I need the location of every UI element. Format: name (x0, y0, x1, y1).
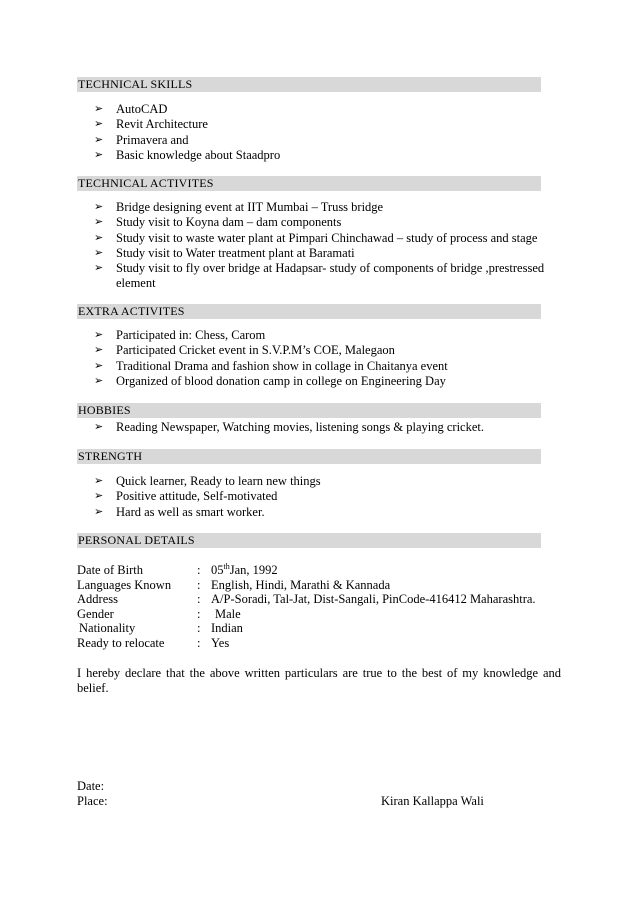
detail-row-gender: Gender : Male (77, 606, 241, 621)
hobbies-list (92, 420, 562, 435)
list-item: ➢ Primavera and (94, 132, 189, 147)
section-header-personal-details: PERSONAL DETAILS (77, 533, 541, 548)
personal-details-table (77, 563, 567, 650)
signature-name: Kiran Kallappa Wali (381, 794, 484, 808)
arrow-bullet-icon: ➢ (94, 148, 104, 161)
arrow-bullet-icon: ➢ (94, 505, 104, 518)
list-item: ➢ Bridge designing event at IIT Mumbai – Truss bridge (94, 200, 384, 214)
technical-activities-list (92, 200, 562, 292)
detail-row-relocate: Ready to relocate : Yes (77, 635, 230, 650)
extra-activities-list (92, 328, 562, 389)
arrow-bullet-icon: ➢ (94, 103, 104, 115)
date-label: Date: (77, 779, 105, 793)
list-item: ➢ Traditional Drama and fashion show in collage in Chaitanya event (94, 358, 448, 373)
dob-value: 05thJan, 1992 (211, 562, 278, 577)
list-item: ➢ Revit Architecture (94, 117, 208, 132)
section-header-technical-activities: TECHNICAL ACTIVITES (77, 176, 541, 191)
arrow-bullet-icon: ➢ (94, 490, 104, 503)
list-item: ➢ AutoCAD (94, 102, 168, 116)
list-item: ➢ Hard as well as smart worker. (94, 504, 265, 519)
arrow-bullet-icon: ➢ (94, 421, 104, 433)
arrow-bullet-icon: ➢ (94, 262, 104, 275)
technical-skills-list (92, 102, 562, 163)
arrow-bullet-icon: ➢ (94, 216, 104, 229)
arrow-bullet-icon: ➢ (94, 246, 104, 259)
arrow-bullet-icon: ➢ (94, 329, 104, 341)
list-item: ➢ Participated Cricket event in S.V.P.M’s COE, Malegaon (94, 343, 395, 358)
section-header-technical-skills: TECHNICAL SKILLS (77, 77, 541, 92)
detail-row-address: Address : A/P-Soradi, Tal-Jat, Dist-Sangali, PinCode-416412 Maharashtra. (77, 592, 536, 606)
arrow-bullet-icon: ➢ (94, 344, 104, 357)
list-item: ➢ Study visit to Water treatment plant at Baramati (94, 245, 355, 260)
arrow-bullet-icon: ➢ (94, 118, 104, 131)
arrow-bullet-icon: ➢ (94, 475, 104, 487)
list-item: ➢ Participated in: Chess, Carom (94, 328, 266, 342)
strength-list (92, 474, 562, 520)
arrow-bullet-icon: ➢ (94, 133, 104, 146)
arrow-bullet-icon: ➢ (94, 374, 104, 387)
section-header-hobbies: HOBBIES (77, 403, 541, 418)
arrow-bullet-icon: ➢ (94, 231, 104, 244)
section-header-extra-activities: EXTRA ACTIVITES (77, 304, 541, 319)
declaration-text: I hereby declare that the above written particulars are true to the best of my knowledge and belief. (77, 666, 561, 695)
list-item: ➢ Organized of blood donation camp in college on Engineering Day (94, 373, 446, 388)
list-item: ➢ Reading Newspaper, Watching movies, listening songs & playing cricket. (94, 420, 484, 434)
detail-row-nationality: Nationality : Indian (79, 621, 243, 635)
section-header-strength: STRENGTH (77, 449, 541, 464)
list-item: ➢ Study visit to fly over bridge at Hadapsar- study of components of bridge ,prestressed element (94, 261, 545, 291)
list-item: ➢ Basic knowledge about Staadpro (94, 147, 281, 162)
detail-row-languages: Languages Known : English, Hindi, Marathi & Kannada (77, 577, 391, 592)
detail-row-dob: Date of Birth : 05thJan, 1992 (77, 562, 278, 577)
arrow-bullet-icon: ➢ (94, 201, 104, 213)
list-item: ➢ Study visit to Koyna dam – dam components (94, 215, 342, 230)
list-item: ➢ Positive attitude, Self-motivated (94, 489, 278, 504)
arrow-bullet-icon: ➢ (94, 359, 104, 372)
list-item: ➢ Quick learner, Ready to learn new things (94, 474, 321, 488)
place-label: Place: (77, 794, 108, 808)
list-item: ➢ Study visit to waste water plant at Pimpari Chinchawad – study of process and stage (94, 230, 538, 245)
